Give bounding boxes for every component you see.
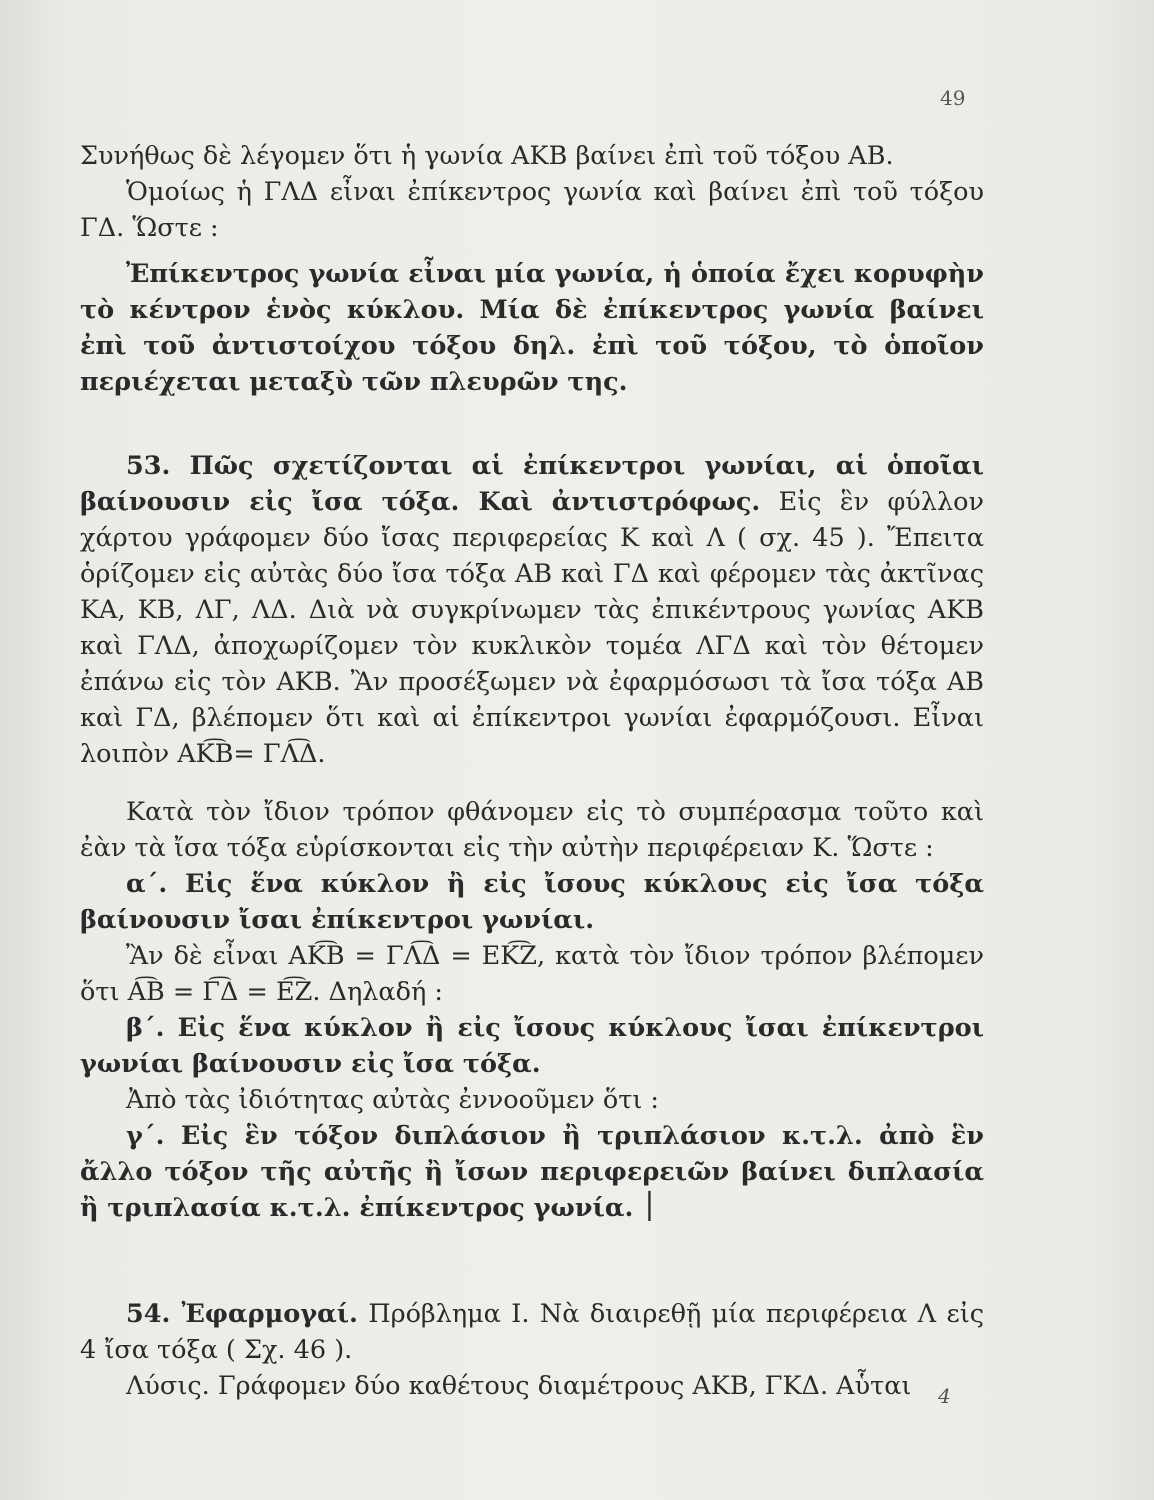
rule-b: β΄. Εἰς ἕνα κύκλον ἢ εἰς ἴσους κύκλους ἴσαι ἐπίκεντροι γωνίαι βαίνουσιν εἰς ἴσα τόξα. bbox=[80, 1013, 984, 1079]
page-text bbox=[80, 138, 984, 1404]
paragraph: Ἀπὸ τὰς ἰδιότητας αὐτὰς ἐννοοῦμεν ὅτι : bbox=[126, 1085, 660, 1115]
section-heading: 54. Ἐφαρμογαί. bbox=[126, 1299, 358, 1329]
spacer bbox=[80, 1226, 984, 1296]
paragraph: Συνήθως δὲ λέγομεν ὅτι ἡ γωνία ΑΚΒ βαίνει ἐπὶ τοῦ τόξου ΑΒ. bbox=[80, 141, 894, 171]
signature-mark: 4 bbox=[938, 1384, 951, 1408]
section-53 bbox=[80, 448, 984, 772]
definition: Ἐπίκεντρος γωνία εἶναι μία γωνία, ἡ ὁποία ἔχει κορυφὴν τὸ κέντρον ἑνὸς κύκλου. Μία δὲ ἐπίκεντρος γωνία βαίνει ἐπὶ τοῦ ἀντιστοίχου τόξου δηλ. ἐπὶ τοῦ τόξου, τὸ ὁποῖον περιέχεται μεταξὺ τῶν πλευρῶν της. bbox=[80, 259, 984, 397]
paragraph: Ὁμοίως ἡ ΓΛΔ εἶναι ἐπίκεντρος γωνία καὶ βαίνει ἐπὶ τοῦ τόξου ΓΔ. Ὥστε : bbox=[80, 177, 984, 243]
spacer bbox=[80, 246, 984, 256]
section-54 bbox=[80, 1296, 984, 1368]
spacer bbox=[80, 772, 984, 794]
rule-c: γ΄. Εἰς ἓν τόξον διπλάσιον ἢ τριπλάσιον κ.τ.λ. ἀπὸ ἓν ἄλλο τόξον τῆς αὐτῆς ἢ ἴσων περιφερειῶν βαίνει διπλασία ἢ τριπλασία κ.τ.λ. ἐπίκεντρος γωνία. ׀ bbox=[80, 1121, 984, 1223]
section-heading: 53. Πῶς σχετίζονται αἱ ἐπίκεντροι γωνίαι, αἱ ὁποῖαι βαίνουσιν εἰς ἴσα τόξα. Καὶ ἀντιστρόφως. bbox=[80, 451, 984, 517]
problem-statement: Πρόβλημα Ι. Νὰ διαιρεθῇ μία περιφέρεια Λ εἰς 4 ἴσα τόξα ( Σχ. 46 ). bbox=[80, 1299, 984, 1365]
page-number: 49 bbox=[940, 86, 966, 110]
solution: Λύσις. Γράφομεν δύο καθέτους διαμέτρους ΑΚΒ, ΓΚΔ. Αὗται bbox=[126, 1371, 912, 1401]
spacer bbox=[80, 400, 984, 448]
rule-a: α΄. Εἰς ἕνα κύκλον ἢ εἰς ἴσους κύκλους εἰς ἴσα τόξα βαίνουσιν ἴσαι ἐπίκεντροι γωνίαι. bbox=[80, 869, 984, 935]
paragraph: Κατὰ τὸν ἴδιον τρόπον φθάνομεν εἰς τὸ συμπέρασμα τοῦτο καὶ ἐὰν τὰ ἴσα τόξα εὑρίσκονται εἰς τὴν αὐτὴν περιφέρειαν Κ. Ὥστε : bbox=[80, 797, 984, 863]
paragraph: Ἂν δὲ εἶναι ΑΚ͡Β = ΓΛ͡Δ = ΕΚ͡Ζ, κατὰ τὸν ἴδιον τρόπον βλέπομεν ὅτι Α͡Β = Γ͡Δ = Ε͡Ζ. Δηλαδή : bbox=[80, 941, 984, 1007]
section-body: Εἰς ἓν φύλλον χάρτου γράφομεν δύο ἴσας περιφερείας Κ καὶ Λ ( σχ. 45 ). Ἔπειτα ὁρίζομεν εἰς αὐτὰς δύο ἴσα τόξα ΑΒ καὶ ΓΔ καὶ φέρομεν τὰς ἀκτῖνας ΚΑ, ΚΒ, ΛΓ, ΛΔ. Διὰ νὰ συγκρίνωμεν τὰς ἐπικέντρους γωνίας ΑΚΒ καὶ ΓΛΔ, ἀποχωρίζομεν τὸν κυκλικὸν τομέα ΛΓΔ καὶ τὸν θέτομεν ἐπάνω εἰς τὸν ΑΚΒ. Ἂν προσέξωμεν νὰ ἐφαρμόσωσι τὰ ἴσα τόξα ΑΒ καὶ ΓΔ, βλέπομεν ὅτι καὶ αἱ ἐπίκεντροι γωνίαι ἐφαρμόζουσι. Εἶναι λοιπὸν ΑΚ͡Β= ΓΛ͡Δ. bbox=[80, 487, 984, 769]
